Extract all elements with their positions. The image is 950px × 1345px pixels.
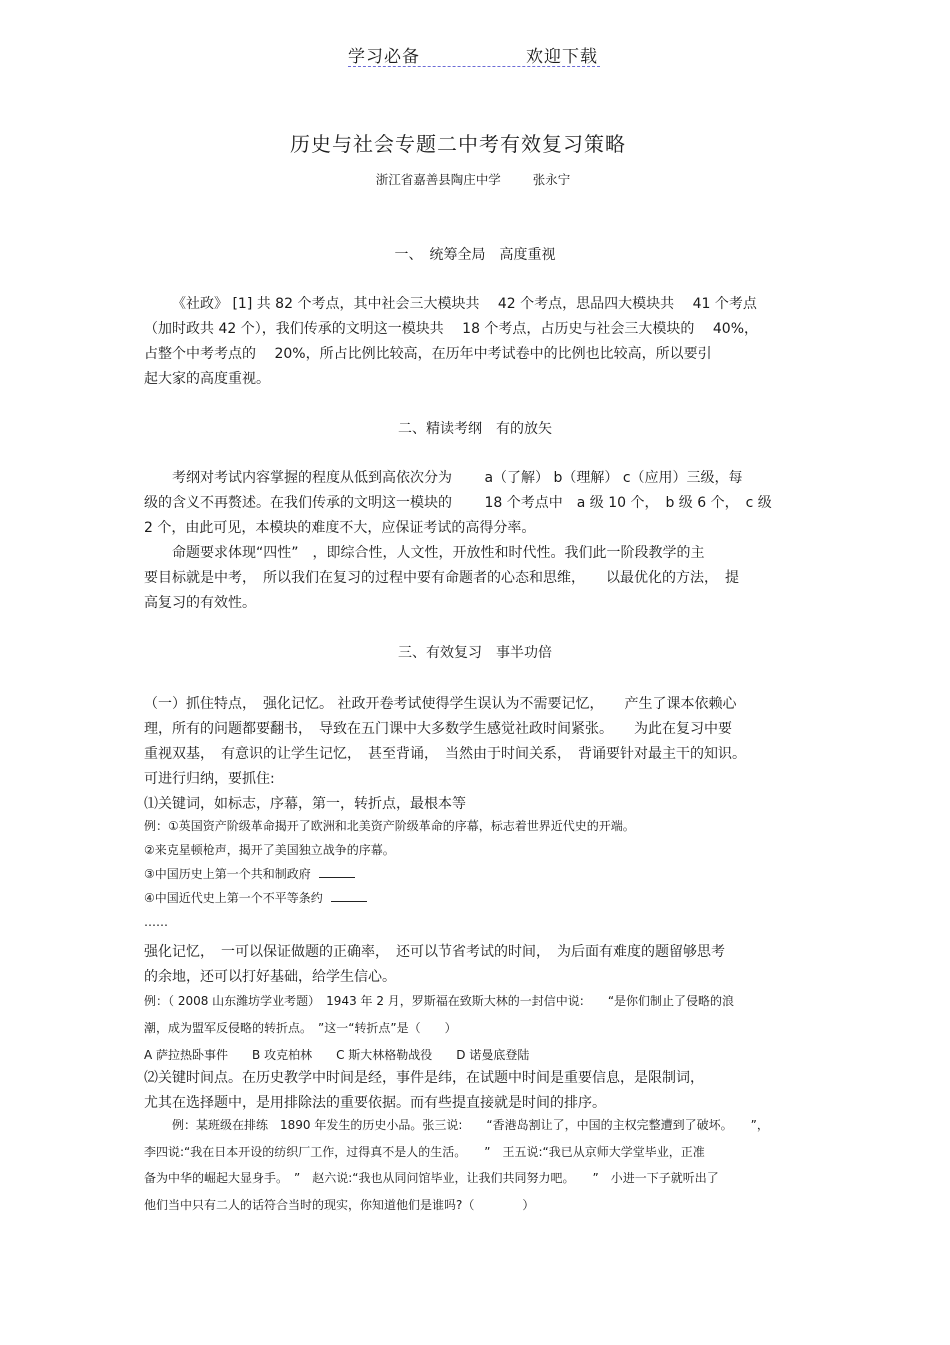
list-item: ④中国近代史上第一个不平等条约	[144, 886, 810, 910]
paragraph-line: 的余地，还可以打好基础，给学生信心。	[144, 969, 396, 985]
header-right: 欢迎下载	[526, 47, 598, 67]
list-item: ③中国历史上第一个共和制政府	[144, 862, 810, 886]
paragraph-line: 重视双基， 有意识的让学生记忆， 甚至背诵， 当然由于时间关系， 背诵要针对最主干的知识。	[144, 746, 746, 762]
answer-blank	[331, 889, 367, 902]
paragraph-line: 尤其在选择题中，是用排除法的重要依据。而有些提直接就是时间的排序。	[144, 1095, 606, 1111]
paragraph-line: （一）抓住特点， 强化记忆。 社政开卷考试使得学生误认为不需要记忆， 产生了课本依赖心	[144, 696, 737, 712]
paragraph-line: ⑵关键时间点。在历史教学中时间是经，事件是纬，在试题中时间是重要信息，是限制词，	[144, 1070, 704, 1086]
question-options: A 萨拉热卧事件 B 攻克柏林 C 斯大林格勒战役 D 诺曼底登陆	[144, 1048, 530, 1062]
paragraph-line: 理，所有的问题都要翻书， 导致在五门课中大多数学生感觉社政时间紧张。 为此在复习中要	[144, 721, 732, 737]
question-line: 李四说:“我在日本开设的纺织厂工作，过得真不是人的生活。 ” 王五说:“我已从京师大学堂毕业，正准	[144, 1144, 705, 1159]
question-1	[144, 988, 810, 1069]
section1-heading: 一、 统筹全局 高度重视	[394, 247, 556, 263]
paragraph-line: 考纲对考试内容掌握的程度从低到高依次分为 a（了解） b（理解） c（应用）三级，每	[172, 470, 743, 486]
question-line: 备为中华的崛起大显身手。 ” 赵六说:“我也从同问馆毕业，让我们共同努力吧。 ” 小进一下子就听出了	[144, 1171, 719, 1185]
paragraph-line: 2 个，由此可见，本模块的难度不大，应保证考试的高得分率。	[144, 520, 536, 536]
section3-heading: 三、有效复习 事半功倍	[398, 645, 552, 661]
paragraph-line: 强化记忆， 一可以保证做题的正确率， 还可以节省考试的时间， 为后面有难度的题留够思考	[144, 944, 725, 960]
section3-paragraph-b	[144, 940, 810, 990]
section3-paragraph-a	[144, 692, 810, 817]
question-line: 例：（ 2008 山东潍坊学业考题） 1943 年 2 月，罗斯福在致斯大林的一封信中说: “是你们制止了侵略的浪	[144, 994, 735, 1008]
paragraph-line: 命题要求体现“四性” ，即综合性，人文性，开放性和时代性。我们此一阶段教学的主	[172, 545, 705, 561]
paragraph-line: 《社政》 [1] 共 82 个考点，其中社会三大模块共 42 个考点，思品四大模块共 41 个考点	[172, 296, 757, 312]
example-list	[144, 814, 810, 934]
paragraph-line: 占整个中考考点的 20%，所占比例比较高，在历年中考试卷中的比例也比较高，所以要引	[144, 346, 712, 362]
question-line: 他们当中只有二人的话符合当时的现实，你知道他们是谁吗?（ ）	[144, 1197, 535, 1212]
question-2	[144, 1112, 810, 1218]
document-title: 历史与社会专题二中考有效复习策略	[290, 132, 626, 156]
list-item: ②来克星顿枪声，揭开了美国独立战争的序幕。	[144, 843, 395, 857]
answer-blank	[319, 865, 355, 878]
author-name: 张永宁	[532, 172, 571, 187]
section2-heading: 二、精读考纲 有的放矢	[398, 421, 552, 437]
header-left: 学习必备	[348, 47, 420, 67]
section3-paragraph-c	[144, 1066, 810, 1116]
section2-paragraph	[144, 466, 810, 616]
paragraph-line: 可进行归纳，要抓住:	[144, 771, 275, 787]
paragraph-line: 起大家的高度重视。	[144, 371, 270, 387]
paragraph-line: 级的含义不再赘述。在我们传承的文明这一模块的 18 个考点中 a 级 10 个， b 级 6 个， c 级	[144, 495, 772, 511]
author-line	[0, 170, 946, 188]
question-line: 潮，成为盟军反侵略的转折点。 ”这一“转折点”是（ ）	[144, 1021, 457, 1035]
question-line: 例：某班级在排练 1890 年发生的历史小品。张三说: “香港岛割让了，中国的主权完整遭到了破坏。 ”，	[172, 1118, 769, 1132]
page-header	[348, 40, 600, 67]
section1-paragraph	[144, 292, 810, 392]
author-school: 浙江省嘉善县陶庄中学	[375, 172, 501, 187]
list-item: 例：①英国资产阶级革命揭开了欧洲和北美资产阶级革命的序幕，标志着世界近代史的开端。	[144, 819, 635, 833]
paragraph-line: 要目标就是中考， 所以我们在复习的过程中要有命题者的心态和思维， 以最优化的方法， 提	[144, 570, 739, 586]
paragraph-line: 高复习的有效性。	[144, 595, 256, 611]
paragraph-line: ⑴关键词，如标志，序幕，第一，转折点，最根本等	[144, 796, 466, 812]
list-item: ……	[144, 915, 168, 929]
paragraph-line: （加时政共 42 个），我们传承的文明这一模块共 18 个考点，占历史与社会三大模块的 40%，	[144, 321, 758, 337]
